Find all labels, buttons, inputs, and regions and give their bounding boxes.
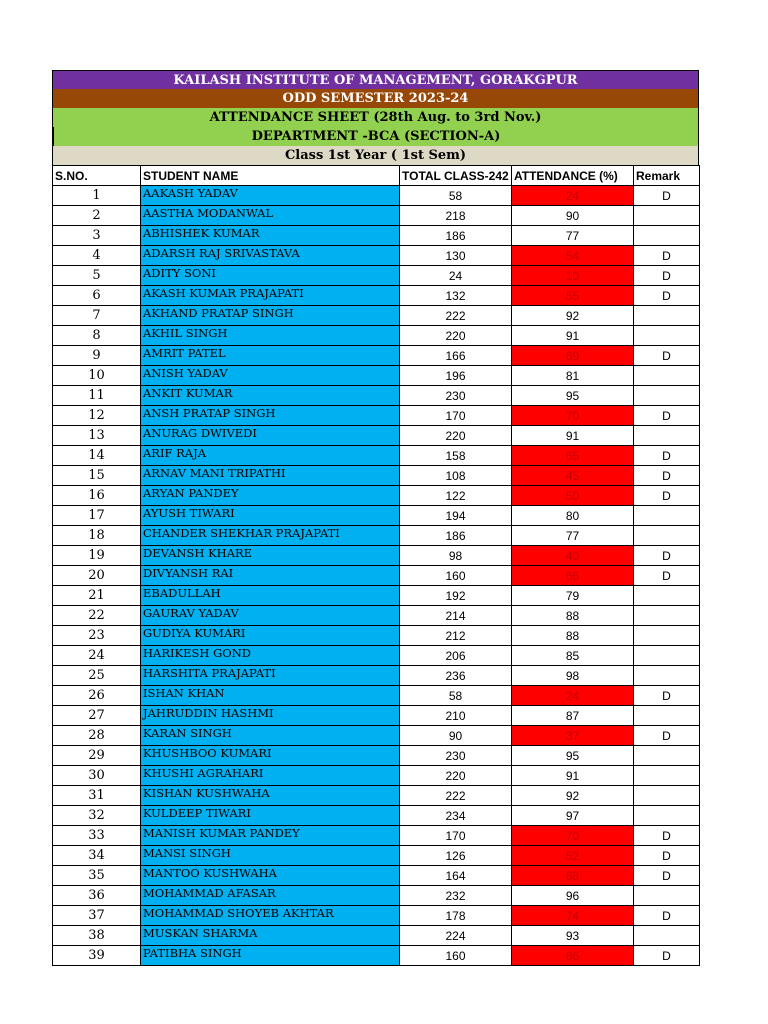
cell-student-name: ISHAN KHAN bbox=[141, 686, 400, 706]
cell-attendance: 40 bbox=[512, 546, 634, 566]
table-row bbox=[53, 646, 700, 666]
cell-total-class: 218 bbox=[400, 206, 512, 226]
cell-sno: 27 bbox=[53, 706, 141, 726]
cell-total-class: 196 bbox=[400, 366, 512, 386]
class-title: Class 1st Year ( 1st Sem) bbox=[52, 146, 699, 165]
cell-student-name: AMRIT PATEL bbox=[141, 346, 400, 366]
cell-student-name: DEVANSH KHARE bbox=[141, 546, 400, 566]
cell-attendance: 85 bbox=[512, 646, 634, 666]
cell-remark bbox=[634, 306, 700, 326]
cell-sno: 2 bbox=[53, 206, 141, 226]
cell-total-class: 230 bbox=[400, 386, 512, 406]
table-row bbox=[53, 286, 700, 306]
cell-student-name: MANISH KUMAR PANDEY bbox=[141, 826, 400, 846]
cell-total-class: 224 bbox=[400, 926, 512, 946]
cell-remark: D bbox=[634, 846, 700, 866]
cell-attendance: 65 bbox=[512, 446, 634, 466]
cell-sno: 11 bbox=[53, 386, 141, 406]
table-row bbox=[53, 266, 700, 286]
table-row bbox=[53, 886, 700, 906]
cell-remark bbox=[634, 766, 700, 786]
cell-remark bbox=[634, 586, 700, 606]
cell-student-name: MUSKAN SHARMA bbox=[141, 926, 400, 946]
cell-remark: D bbox=[634, 246, 700, 266]
cell-student-name: ARYAN PANDEY bbox=[141, 486, 400, 506]
cell-attendance: 91 bbox=[512, 766, 634, 786]
table-row bbox=[53, 426, 700, 446]
cell-sno: 26 bbox=[53, 686, 141, 706]
cell-remark bbox=[634, 366, 700, 386]
cell-attendance: 88 bbox=[512, 606, 634, 626]
cell-total-class: 220 bbox=[400, 326, 512, 346]
cell-sno: 8 bbox=[53, 326, 141, 346]
cell-sno: 12 bbox=[53, 406, 141, 426]
cell-sno: 35 bbox=[53, 866, 141, 886]
cell-remark bbox=[634, 386, 700, 406]
cell-remark bbox=[634, 226, 700, 246]
cell-attendance: 79 bbox=[512, 586, 634, 606]
cell-sno: 32 bbox=[53, 806, 141, 826]
table-row bbox=[53, 626, 700, 646]
table-body bbox=[53, 186, 700, 966]
cell-attendance: 37 bbox=[512, 726, 634, 746]
cell-remark: D bbox=[634, 406, 700, 426]
cell-total-class: 220 bbox=[400, 426, 512, 446]
table-row bbox=[53, 606, 700, 626]
cell-student-name: DIVYANSH RAI bbox=[141, 566, 400, 586]
table-row bbox=[53, 186, 700, 206]
cell-total-class: 170 bbox=[400, 406, 512, 426]
cell-attendance: 70 bbox=[512, 826, 634, 846]
table-row bbox=[53, 726, 700, 746]
cell-remark bbox=[634, 426, 700, 446]
cell-attendance: 45 bbox=[512, 466, 634, 486]
cell-student-name: AAKASH YADAV bbox=[141, 186, 400, 206]
cell-total-class: 220 bbox=[400, 766, 512, 786]
cell-student-name: PATIBHA SINGH bbox=[141, 946, 400, 966]
cell-remark: D bbox=[634, 346, 700, 366]
cell-remark bbox=[634, 326, 700, 346]
cell-total-class: 166 bbox=[400, 346, 512, 366]
cell-attendance: 90 bbox=[512, 206, 634, 226]
table-row bbox=[53, 906, 700, 926]
cell-sno: 19 bbox=[53, 546, 141, 566]
cell-student-name: AYUSH TIWARI bbox=[141, 506, 400, 526]
cell-total-class: 24 bbox=[400, 266, 512, 286]
table-row bbox=[53, 846, 700, 866]
cell-sno: 31 bbox=[53, 786, 141, 806]
cell-attendance: 55 bbox=[512, 286, 634, 306]
cell-remark: D bbox=[634, 686, 700, 706]
cell-attendance: 91 bbox=[512, 426, 634, 446]
cell-attendance: 66 bbox=[512, 946, 634, 966]
cell-total-class: 234 bbox=[400, 806, 512, 826]
table-row bbox=[53, 406, 700, 426]
table-row bbox=[53, 746, 700, 766]
table-row bbox=[53, 586, 700, 606]
cell-attendance: 24 bbox=[512, 686, 634, 706]
cell-remark bbox=[634, 886, 700, 906]
cell-total-class: 222 bbox=[400, 786, 512, 806]
attendance-sheet bbox=[52, 70, 699, 966]
cell-total-class: 210 bbox=[400, 706, 512, 726]
cell-student-name: AKHIL SINGH bbox=[141, 326, 400, 346]
cell-attendance: 70 bbox=[512, 406, 634, 426]
cell-total-class: 214 bbox=[400, 606, 512, 626]
cell-sno: 37 bbox=[53, 906, 141, 926]
cell-sno: 25 bbox=[53, 666, 141, 686]
cell-sno: 24 bbox=[53, 646, 141, 666]
cell-student-name: AKHAND PRATAP SINGH bbox=[141, 306, 400, 326]
cell-remark: D bbox=[634, 466, 700, 486]
cell-attendance: 66 bbox=[512, 566, 634, 586]
cell-total-class: 192 bbox=[400, 586, 512, 606]
table-row bbox=[53, 946, 700, 966]
cell-attendance: 96 bbox=[512, 886, 634, 906]
cell-remark bbox=[634, 666, 700, 686]
cell-sno: 16 bbox=[53, 486, 141, 506]
cell-total-class: 212 bbox=[400, 626, 512, 646]
cell-student-name: ADARSH RAJ SRIVASTAVA bbox=[141, 246, 400, 266]
table-row bbox=[53, 226, 700, 246]
cell-attendance: 52 bbox=[512, 846, 634, 866]
cell-total-class: 186 bbox=[400, 226, 512, 246]
cell-attendance: 77 bbox=[512, 526, 634, 546]
department-title: DEPARTMENT -BCA (SECTION-A) bbox=[52, 127, 699, 146]
cell-attendance: 87 bbox=[512, 706, 634, 726]
cell-sno: 9 bbox=[53, 346, 141, 366]
table-row bbox=[53, 526, 700, 546]
cell-attendance: 80 bbox=[512, 506, 634, 526]
cell-student-name: HARSHITA PRAJAPATI bbox=[141, 666, 400, 686]
cell-student-name: EBADULLAH bbox=[141, 586, 400, 606]
cell-student-name: KARAN SINGH bbox=[141, 726, 400, 746]
cell-remark: D bbox=[634, 866, 700, 886]
table-row bbox=[53, 806, 700, 826]
cell-student-name: AKASH KUMAR PRAJAPATI bbox=[141, 286, 400, 306]
table-row bbox=[53, 306, 700, 326]
cell-student-name: ADITY SONI bbox=[141, 266, 400, 286]
cell-total-class: 206 bbox=[400, 646, 512, 666]
cell-attendance: 98 bbox=[512, 666, 634, 686]
cell-total-class: 178 bbox=[400, 906, 512, 926]
cell-sno: 6 bbox=[53, 286, 141, 306]
cell-sno: 1 bbox=[53, 186, 141, 206]
cell-student-name: MOHAMMAD SHOYEB AKHTAR bbox=[141, 906, 400, 926]
cell-attendance: 69 bbox=[512, 346, 634, 366]
cell-student-name: ARIF RAJA bbox=[141, 446, 400, 466]
cell-student-name: KHUSHBOO KUMARI bbox=[141, 746, 400, 766]
cell-remark: D bbox=[634, 566, 700, 586]
cell-total-class: 98 bbox=[400, 546, 512, 566]
cell-total-class: 130 bbox=[400, 246, 512, 266]
cell-student-name: ANSH PRATAP SINGH bbox=[141, 406, 400, 426]
cell-sno: 4 bbox=[53, 246, 141, 266]
table-row bbox=[53, 366, 700, 386]
cell-attendance: 77 bbox=[512, 226, 634, 246]
cell-remark: D bbox=[634, 946, 700, 966]
table-row bbox=[53, 446, 700, 466]
cell-student-name: MOHAMMAD AFASAR bbox=[141, 886, 400, 906]
cell-student-name: HARIKESH GOND bbox=[141, 646, 400, 666]
cell-sno: 22 bbox=[53, 606, 141, 626]
cell-sno: 29 bbox=[53, 746, 141, 766]
cell-student-name: ABHISHEK KUMAR bbox=[141, 226, 400, 246]
cell-student-name: KHUSHI AGRAHARI bbox=[141, 766, 400, 786]
cell-total-class: 58 bbox=[400, 186, 512, 206]
cell-attendance: 93 bbox=[512, 926, 634, 946]
cell-total-class: 108 bbox=[400, 466, 512, 486]
cell-attendance: 95 bbox=[512, 386, 634, 406]
cell-remark: D bbox=[634, 906, 700, 926]
cell-remark: D bbox=[634, 546, 700, 566]
table-row bbox=[53, 766, 700, 786]
cell-sno: 21 bbox=[53, 586, 141, 606]
cell-student-name: ARNAV MANI TRIPATHI bbox=[141, 466, 400, 486]
cell-remark: D bbox=[634, 286, 700, 306]
cell-remark bbox=[634, 806, 700, 826]
cell-attendance: 92 bbox=[512, 306, 634, 326]
cell-student-name: ANKIT KUMAR bbox=[141, 386, 400, 406]
table-row bbox=[53, 486, 700, 506]
cell-sno: 7 bbox=[53, 306, 141, 326]
cell-total-class: 236 bbox=[400, 666, 512, 686]
cell-total-class: 222 bbox=[400, 306, 512, 326]
cell-remark: D bbox=[634, 446, 700, 466]
table-row bbox=[53, 506, 700, 526]
cell-remark bbox=[634, 526, 700, 546]
cell-student-name: ANISH YADAV bbox=[141, 366, 400, 386]
col-header-name: STUDENT NAME bbox=[141, 166, 400, 186]
cell-attendance: 10 bbox=[512, 266, 634, 286]
cell-student-name: KISHAN KUSHWAHA bbox=[141, 786, 400, 806]
attendance-table bbox=[52, 165, 700, 966]
cell-sno: 13 bbox=[53, 426, 141, 446]
sheet-title: ATTENDANCE SHEET (28th Aug. to 3rd Nov.) bbox=[52, 108, 699, 127]
cell-sno: 38 bbox=[53, 926, 141, 946]
cell-sno: 39 bbox=[53, 946, 141, 966]
cell-remark bbox=[634, 206, 700, 226]
cell-remark bbox=[634, 646, 700, 666]
semester-title: ODD SEMESTER 2023-24 bbox=[52, 89, 699, 108]
cell-total-class: 132 bbox=[400, 286, 512, 306]
col-header-attendance: ATTENDANCE (%) bbox=[512, 166, 634, 186]
cell-total-class: 158 bbox=[400, 446, 512, 466]
cell-student-name: GUDIYA KUMARI bbox=[141, 626, 400, 646]
table-row bbox=[53, 826, 700, 846]
cell-total-class: 186 bbox=[400, 526, 512, 546]
cell-sno: 36 bbox=[53, 886, 141, 906]
cell-total-class: 170 bbox=[400, 826, 512, 846]
table-row bbox=[53, 346, 700, 366]
cell-sno: 28 bbox=[53, 726, 141, 746]
cell-student-name: JAHRUDDIN HASHMI bbox=[141, 706, 400, 726]
table-row bbox=[53, 466, 700, 486]
cell-student-name: AASTHA MODANWAL bbox=[141, 206, 400, 226]
cell-sno: 10 bbox=[53, 366, 141, 386]
cell-attendance: 91 bbox=[512, 326, 634, 346]
cell-total-class: 58 bbox=[400, 686, 512, 706]
cell-remark bbox=[634, 606, 700, 626]
table-row bbox=[53, 546, 700, 566]
cell-remark: D bbox=[634, 826, 700, 846]
cell-sno: 5 bbox=[53, 266, 141, 286]
cell-attendance: 97 bbox=[512, 806, 634, 826]
cell-total-class: 160 bbox=[400, 946, 512, 966]
table-row bbox=[53, 246, 700, 266]
cell-sno: 15 bbox=[53, 466, 141, 486]
cell-remark: D bbox=[634, 486, 700, 506]
table-row bbox=[53, 566, 700, 586]
header-row bbox=[53, 166, 700, 186]
cell-remark bbox=[634, 746, 700, 766]
cell-sno: 23 bbox=[53, 626, 141, 646]
cell-sno: 17 bbox=[53, 506, 141, 526]
cell-remark: D bbox=[634, 726, 700, 746]
cell-remark: D bbox=[634, 266, 700, 286]
col-header-total: TOTAL CLASS-242 bbox=[400, 166, 512, 186]
cell-remark: D bbox=[634, 186, 700, 206]
cell-sno: 14 bbox=[53, 446, 141, 466]
table-row bbox=[53, 926, 700, 946]
cell-student-name: GAURAV YADAV bbox=[141, 606, 400, 626]
table-row bbox=[53, 706, 700, 726]
table-row bbox=[53, 786, 700, 806]
cell-total-class: 122 bbox=[400, 486, 512, 506]
cell-attendance: 92 bbox=[512, 786, 634, 806]
cell-sno: 33 bbox=[53, 826, 141, 846]
cell-total-class: 232 bbox=[400, 886, 512, 906]
cell-remark bbox=[634, 506, 700, 526]
cell-attendance: 68 bbox=[512, 866, 634, 886]
table-row bbox=[53, 326, 700, 346]
cell-attendance: 54 bbox=[512, 246, 634, 266]
cell-remark bbox=[634, 626, 700, 646]
cell-attendance: 81 bbox=[512, 366, 634, 386]
cell-total-class: 90 bbox=[400, 726, 512, 746]
cell-sno: 18 bbox=[53, 526, 141, 546]
cell-attendance: 74 bbox=[512, 906, 634, 926]
col-header-remark: Remark bbox=[634, 166, 700, 186]
cell-attendance: 95 bbox=[512, 746, 634, 766]
cell-attendance: 88 bbox=[512, 626, 634, 646]
institute-title: KAILASH INSTITUTE OF MANAGEMENT, GORAKGPUR bbox=[52, 70, 699, 89]
cell-sno: 34 bbox=[53, 846, 141, 866]
table-row bbox=[53, 386, 700, 406]
table-row bbox=[53, 866, 700, 886]
cell-total-class: 160 bbox=[400, 566, 512, 586]
cell-sno: 3 bbox=[53, 226, 141, 246]
cell-sno: 20 bbox=[53, 566, 141, 586]
cell-student-name: MANSI SINGH bbox=[141, 846, 400, 866]
table-row bbox=[53, 666, 700, 686]
table-row bbox=[53, 206, 700, 226]
cell-sno: 30 bbox=[53, 766, 141, 786]
cell-student-name: KULDEEP TIWARI bbox=[141, 806, 400, 826]
cell-student-name: CHANDER SHEKHAR PRAJAPATI bbox=[141, 526, 400, 546]
cell-student-name: ANURAG DWIVEDI bbox=[141, 426, 400, 446]
cell-remark bbox=[634, 786, 700, 806]
cell-attendance: 24 bbox=[512, 186, 634, 206]
cell-attendance: 50 bbox=[512, 486, 634, 506]
cell-remark bbox=[634, 926, 700, 946]
cell-total-class: 194 bbox=[400, 506, 512, 526]
col-header-sno: S.NO. bbox=[53, 166, 141, 186]
cell-remark bbox=[634, 706, 700, 726]
cell-total-class: 126 bbox=[400, 846, 512, 866]
cell-student-name: MANTOO KUSHWAHA bbox=[141, 866, 400, 886]
cell-total-class: 164 bbox=[400, 866, 512, 886]
table-row bbox=[53, 686, 700, 706]
cell-total-class: 230 bbox=[400, 746, 512, 766]
